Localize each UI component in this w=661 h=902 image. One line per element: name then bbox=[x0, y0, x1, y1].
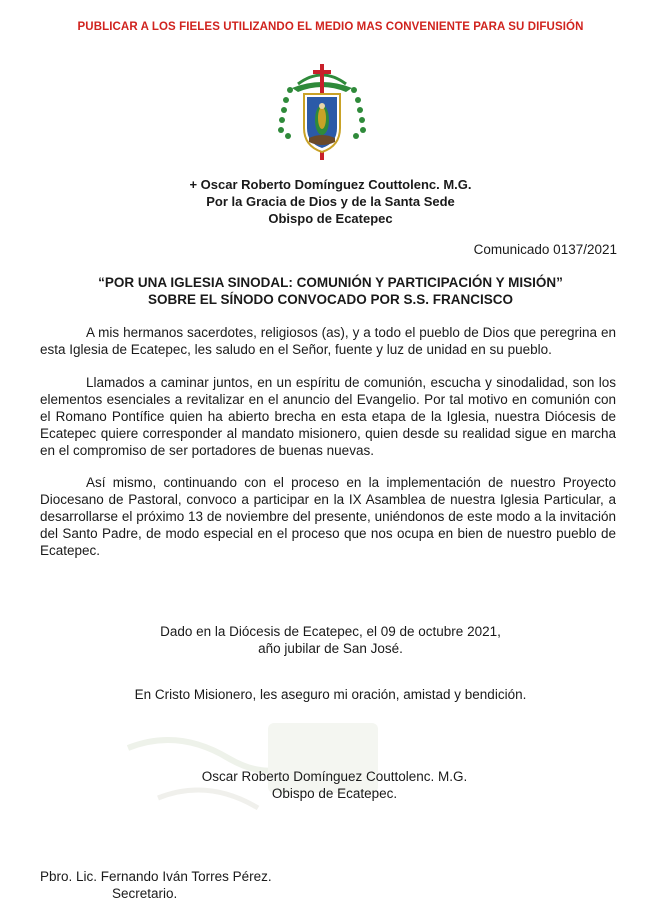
document-title bbox=[0, 274, 661, 308]
signature-role: Obispo de Ecatepec. bbox=[271, 786, 398, 801]
title-line-2: SOBRE EL SÍNODO CONVOCADO POR S.S. FRANCISCO bbox=[147, 292, 514, 307]
body-paragraph-1: A mis hermanos sacerdotes, religiosos (as), y a todo el pueblo de Dios que peregrina en esta Iglesia de Ecatepec, les saludo en el Señor, fuente y luz de unidad en su pueblo. bbox=[40, 325, 616, 357]
bishop-grace-line: Por la Gracia de Dios y de la Santa Sede bbox=[206, 194, 455, 209]
publication-banner: PUBLICAR A LOS FIELES UTILIZANDO EL MEDIO MAS CONVENIENTE PARA SU DIFUSIÓN bbox=[77, 21, 584, 33]
title-line-1: “POR UNA IGLESIA SINODAL: COMUNIÓN Y PARTICIPACIÓN Y MISIÓN” bbox=[98, 275, 563, 290]
communique-number: Comunicado 0137/2021 bbox=[473, 242, 617, 257]
date-line-1: Dado en la Diócesis de Ecatepec, el 09 de octubre 2021, bbox=[160, 624, 501, 639]
date-place bbox=[0, 623, 661, 657]
bishop-see: Obispo de Ecatepec bbox=[268, 211, 393, 226]
secretary-name: Pbro. Lic. Fernando Iván Torres Pérez. bbox=[40, 869, 272, 884]
signature-name: Oscar Roberto Domínguez Couttolenc. M.G. bbox=[201, 769, 468, 784]
body-paragraph-2: Llamados a caminar juntos, en un espíritu de comunión, escucha y sinodalidad, son los elementos esenciales a revitalizar en el anuncio del Evangelio. Por tal motivo en comunión con el Romano Pontífice quien ha abierto brecha en esta etapa de la Iglesia, nuestra Diócesis de Ecatepec quiere corresponder al mandato misionero, quien desde su realidad sigue en marcha en el compromiso de ser portadores de buenas nuevas. bbox=[40, 375, 616, 458]
bishop-signature-block bbox=[0, 768, 661, 802]
bishop-heading bbox=[0, 176, 661, 227]
secretary-role: Secretario. bbox=[112, 886, 178, 901]
closing-blessing: En Cristo Misionero, les aseguro mi oración, amistad y bendición. bbox=[134, 687, 527, 702]
date-line-2: año jubilar de San José. bbox=[258, 641, 403, 656]
bishop-name: + Oscar Roberto Domínguez Couttolenc. M.G. bbox=[189, 177, 472, 192]
episcopal-coat-of-arms-icon bbox=[276, 58, 368, 166]
body-paragraph-3: Así mismo, continuando con el proceso en la implementación de nuestro Proyecto Diocesano de Pastoral, convoco a participar en la IX Asamblea de nuestra Iglesia Particular, a desarrollarse el próximo 13 de noviembre del presente, uniéndonos de este modo a la invitación del Santo Padre, de modo especial en el proceso que nos ocupa en bien de nuestro pueblo de Ecatepec. bbox=[40, 475, 616, 558]
